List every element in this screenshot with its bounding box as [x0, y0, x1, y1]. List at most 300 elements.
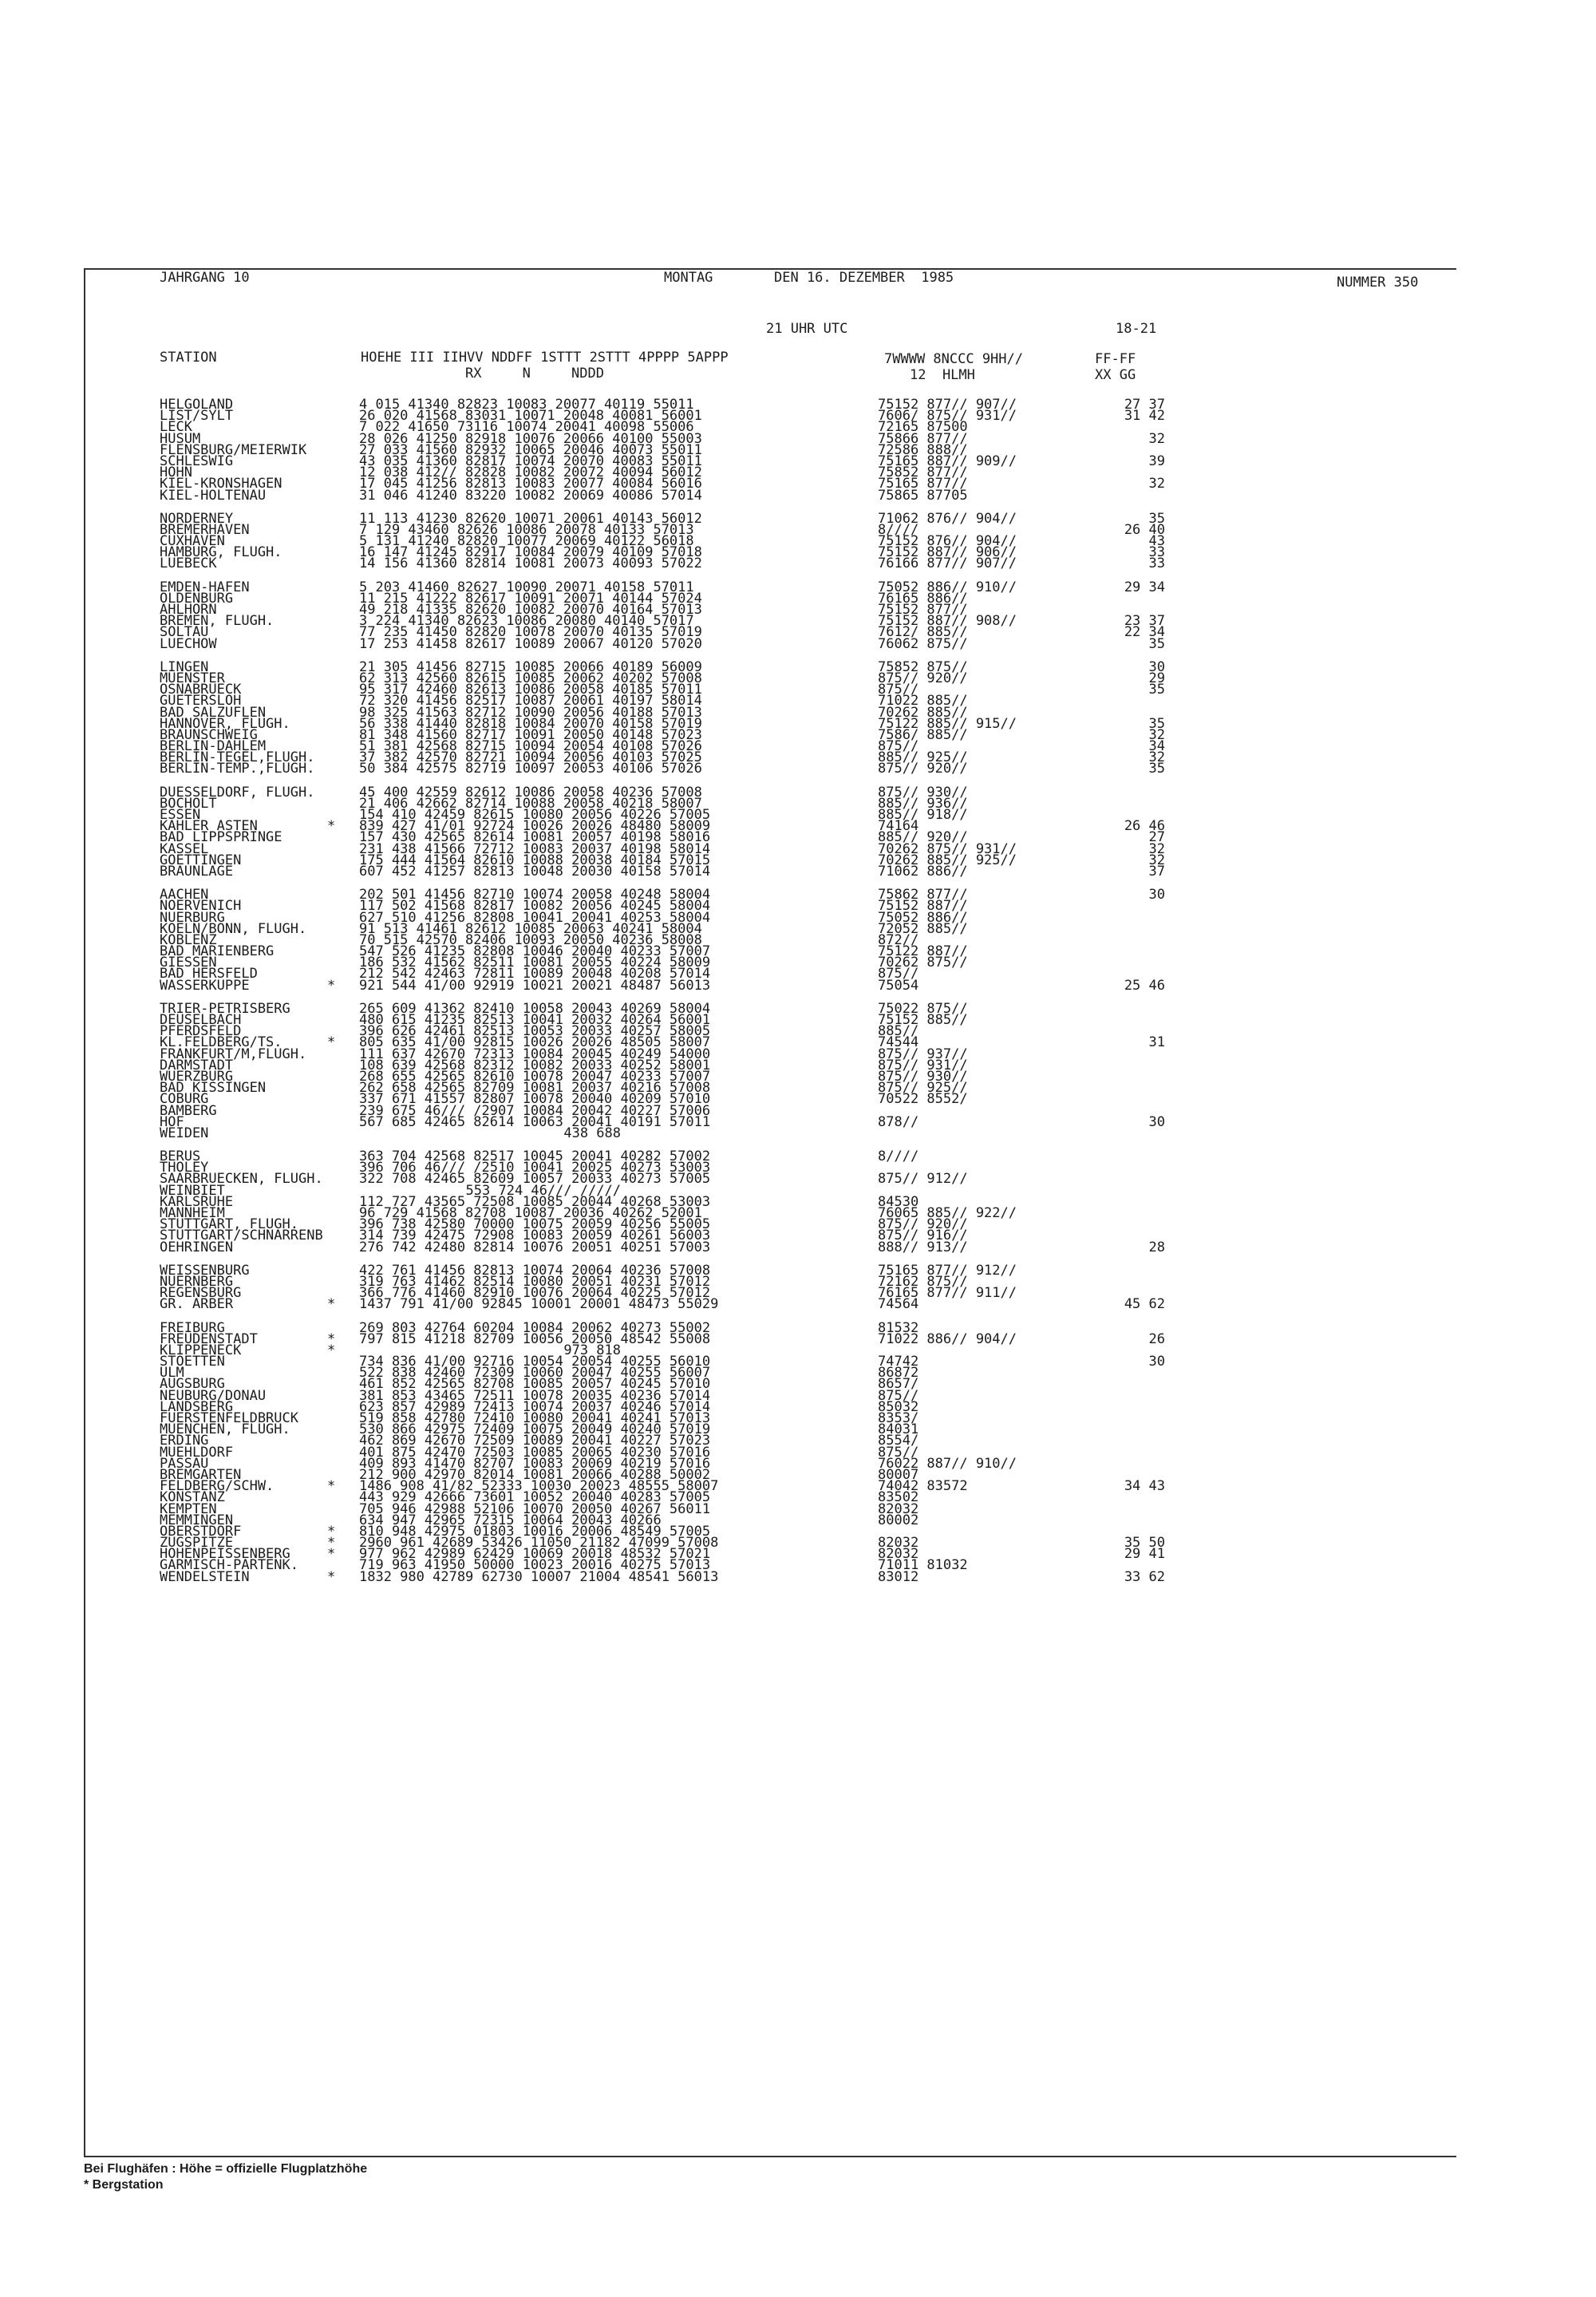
station-name: OBERSTDORF [160, 1523, 242, 1540]
group12-data: 75052 886// [878, 909, 968, 926]
station-name: STOETTEN [160, 1354, 225, 1370]
group12-column-header: 7WWWW 8NCCC 9HH// [884, 351, 1023, 367]
station-name: KEMPTEN [160, 1500, 217, 1517]
station-name: HOF [160, 1113, 184, 1130]
group-spacer [160, 775, 1317, 787]
table-row [160, 430, 1317, 447]
ff-data: 43 [1148, 533, 1165, 550]
station-name: DUESSELDORF, FLUGH. [160, 784, 315, 801]
group12-data: 82032 [878, 1546, 919, 1563]
station-data: 212 900 42970 82014 10081 20066 40288 50002 [359, 1466, 711, 1483]
ff-data: 22 34 [1124, 624, 1165, 641]
station-data: 322 708 42465 82609 10057 20033 40273 57005 [359, 1171, 711, 1188]
station-data: 31 046 41240 83220 10082 20069 40086 57014 [359, 487, 702, 504]
group12-data: 75122 885// 915// [878, 715, 1017, 732]
group12-data: 7612/ 885// [878, 624, 968, 641]
station-data: 212 542 42463 72811 10089 20048 40208 57014 [359, 966, 711, 982]
table-row [160, 1433, 1317, 1449]
station-data: 27 033 41560 82932 10065 20046 40073 55011 [359, 441, 702, 458]
station-name: BAD HERSFELD [160, 966, 258, 982]
station-data: 607 452 41257 82813 10048 20030 40158 57014 [359, 863, 711, 880]
station-data: 154 410 42459 82615 10080 20056 40226 57005 [359, 807, 711, 823]
group12-data: 8//// [878, 1148, 919, 1165]
station-name: NUERNBERG [160, 1273, 234, 1290]
ff-data: 23 37 [1124, 613, 1165, 630]
table-row [160, 738, 1317, 755]
table-row [160, 1091, 1317, 1108]
station-name: KL.FELDBERG/TS. [160, 1034, 282, 1051]
table-row [160, 1500, 1317, 1517]
station-data: 4 015 41340 82823 10083 20077 40119 55011 [359, 397, 694, 413]
table-row [160, 887, 1317, 903]
station-name: GR. ARBER [160, 1296, 234, 1313]
station-name: MUENSTER [160, 670, 225, 686]
station-data: 1486 908 41/82 52333 10030 20023 48555 58007 [359, 1478, 719, 1495]
ff-data: 31 42 [1124, 408, 1165, 425]
table-row [160, 441, 1317, 458]
station-data: 401 875 42470 72503 10085 20065 40230 57016 [359, 1444, 711, 1461]
station-name: CUXHAVEN [160, 533, 225, 550]
station-name: BREMGARTEN [160, 1466, 242, 1483]
group12-data: 70262 885// [878, 704, 968, 721]
code-column-header: HOEHE III IIHVV NDDFF 1STTT 2STTT 4PPPP 5APPP [361, 350, 729, 366]
group12-data: 75052 886// 910// [878, 579, 1017, 595]
group12-data: 75152 877// [878, 602, 968, 618]
station-data: 108 639 42568 82312 10082 20033 40252 58001 [359, 1057, 711, 1073]
ff-data: 34 [1148, 738, 1165, 755]
table-row [160, 829, 1317, 846]
ff-data: 30 [1148, 887, 1165, 903]
group-spacer [160, 1139, 1317, 1151]
table-row [160, 453, 1317, 469]
station-name: ULM [160, 1365, 184, 1382]
station-name: WASSERKUPPE [160, 977, 250, 994]
group12-data: 75165 877// 912// [878, 1262, 1017, 1279]
station-name: LANDSBERG [160, 1398, 234, 1415]
table-row [160, 1193, 1317, 1210]
table-row [160, 1171, 1317, 1188]
mountain-marker: * [327, 1568, 336, 1585]
station-name: FLENSBURG/MEIERWIK [160, 441, 307, 458]
group12-data: 86872 [878, 1365, 919, 1382]
station-data: 37 382 42570 82721 10094 20056 40103 57025 [359, 749, 702, 766]
station-data: 337 671 41557 82807 10078 20040 40209 57010 [359, 1091, 711, 1108]
group12-data: 74544 [878, 1034, 919, 1051]
table-row [160, 1068, 1317, 1085]
table-row [160, 898, 1317, 915]
table-row [160, 1046, 1317, 1062]
group12-data: 878// [878, 1113, 919, 1130]
table-row [160, 693, 1317, 710]
ff-data: 32 [1148, 840, 1165, 857]
group12-data: 875// [878, 966, 919, 982]
mountain-marker: * [327, 1034, 336, 1051]
station-data: 56 338 41440 82818 10084 20070 40158 57019 [359, 715, 702, 732]
station-name: HOHN [160, 465, 192, 481]
station-data: 1437 791 41/00 92845 10001 20001 48473 55029 [359, 1296, 719, 1313]
group12-data: 76065 885// 922// [878, 1205, 1017, 1221]
station-name: REGENSBURG [160, 1285, 242, 1302]
station-name: LIST/SYLT [160, 408, 234, 425]
station-name: KLIPPENECK [160, 1342, 242, 1358]
station-name: GOETTINGEN [160, 852, 242, 868]
station-data: 17 253 41458 82617 10089 20067 40120 57020 [359, 635, 702, 652]
group12-data: 7606/ 875// 931// [878, 408, 1017, 425]
mountain-marker: * [327, 1330, 336, 1347]
station-data: 17 045 41256 82813 10083 20077 40084 56016 [359, 476, 702, 492]
mountain-marker: * [327, 1546, 336, 1563]
station-data: 202 501 41456 82710 10074 20058 40248 58004 [359, 887, 711, 903]
table-row [160, 1113, 1317, 1130]
mountain-marker: * [327, 1296, 336, 1313]
table-row [160, 1102, 1317, 1119]
station-data: 805 635 41/00 92815 10026 20026 48505 58007 [359, 1034, 711, 1051]
period-label: 18-21 [1116, 321, 1157, 337]
table-row [160, 726, 1317, 743]
station-name: OEHRINGEN [160, 1239, 234, 1255]
station-name: KOBLENZ [160, 931, 217, 948]
group12-data: 74164 [878, 818, 919, 835]
station-data: 95 317 42460 82613 10086 20058 40185 57011 [359, 682, 702, 698]
station-data: 117 502 41568 82817 10082 20056 40245 58004 [359, 898, 711, 915]
station-name: FREUDENSTADT [160, 1330, 258, 1347]
ff-data: 33 [1148, 555, 1165, 572]
group12-data: 71022 885// [878, 693, 968, 710]
station-name: WENDELSTEIN [160, 1568, 250, 1585]
mountain-marker: * [327, 977, 336, 994]
station-data: 96 729 41568 82708 10087 20036 40262 52001 [359, 1205, 702, 1221]
station-data: 973 818 [563, 1342, 621, 1358]
ff-data: 25 46 [1124, 977, 1165, 994]
ff-data: 32 [1148, 476, 1165, 492]
group12-data: 83012 [878, 1568, 919, 1585]
group12-data: 872// [878, 931, 919, 948]
table-row [160, 1478, 1317, 1495]
station-name: MUEHLDORF [160, 1444, 234, 1461]
table-row [160, 1182, 1317, 1199]
group12-data: 885// [878, 1023, 919, 1040]
table-row [160, 1228, 1317, 1244]
group-spacer [160, 501, 1317, 513]
station-name: BRAUNSCHWEIG [160, 726, 258, 743]
group12-data: 875// 912// [878, 1171, 968, 1188]
table-row [160, 579, 1317, 595]
station-data: 49 218 41335 82620 10082 20070 40164 57013 [359, 602, 702, 618]
station-name: ZUGSPITZE [160, 1535, 234, 1552]
group12-data: 74742 [878, 1354, 919, 1370]
group12-data: 72162 875// [878, 1273, 968, 1290]
group12-data: 85032 [878, 1398, 919, 1415]
ff-data: 26 [1148, 1330, 1165, 1347]
group12-data: 72165 87500 [878, 419, 968, 436]
table-row [160, 1057, 1317, 1073]
table-row [160, 419, 1317, 436]
group-spacer [160, 650, 1317, 662]
station-name: FRANKFURT/M,FLUGH. [160, 1046, 307, 1062]
station-name: BERUS [160, 1148, 201, 1165]
table-row [160, 1489, 1317, 1506]
table-row [160, 1568, 1317, 1585]
station-data: 70 515 42570 82406 10093 20050 40236 58008 [359, 931, 702, 948]
station-name: AACHEN [160, 887, 209, 903]
group12-data: 72052 885// [878, 920, 968, 937]
group12-data: 75865 87705 [878, 487, 968, 504]
mountain-marker: * [327, 818, 336, 835]
station-data: 522 838 42460 72309 10060 20047 40255 56007 [359, 1365, 711, 1382]
table-row [160, 761, 1317, 777]
station-data: 314 739 42475 72908 10083 20059 40261 56003 [359, 1228, 711, 1244]
station-name: ERDING [160, 1433, 209, 1449]
group12-data: 875// [878, 738, 919, 755]
table-row [160, 408, 1317, 425]
ff-data: 32 [1148, 852, 1165, 868]
group12-data: 875// [878, 1387, 919, 1404]
station-data: 3 224 41340 82623 10086 20080 40140 57017 [359, 613, 694, 630]
station-name: BREMERHAVEN [160, 521, 250, 538]
station-data: 175 444 41564 82610 10088 20038 40184 57015 [359, 852, 711, 868]
station-name: BREMEN, FLUGH. [160, 613, 275, 630]
station-data: 62 313 42560 82615 10085 20062 40202 57008 [359, 670, 702, 686]
group12-data: 75165 877// [878, 476, 968, 492]
station-name: HELGOLAND [160, 397, 234, 413]
station-name: DARMSTADT [160, 1057, 234, 1073]
station-data: 269 803 42764 60204 10084 20062 40273 55002 [359, 1319, 711, 1336]
table-row [160, 1205, 1317, 1221]
table-row [160, 1296, 1317, 1313]
station-name: KONSTANZ [160, 1489, 225, 1506]
station-data: 5 203 41460 82627 10090 20071 40158 57011 [359, 579, 694, 595]
group12-data: 75866 877// [878, 430, 968, 447]
group12-data: 75852 875// [878, 658, 968, 675]
group12-data: 875// 930// [878, 1068, 968, 1085]
table-row [160, 1000, 1317, 1017]
station-data: 921 544 41/00 92919 10021 20021 48487 56013 [359, 977, 711, 994]
table-row [160, 1354, 1317, 1370]
station-name: FREIBURG [160, 1319, 225, 1336]
ff-data: 32 [1148, 749, 1165, 766]
station-data: 7 129 43460 82626 10086 20078 40133 57013 [359, 521, 694, 538]
group12-data: 70262 875// [878, 955, 968, 971]
group12-column-subheader: 12 HLMH [910, 367, 975, 383]
ff-data: 26 40 [1124, 521, 1165, 538]
station-name: FELDBERG/SCHW. [160, 1478, 275, 1495]
group12-data: 75122 887// [878, 943, 968, 960]
group12-data: 74042 83572 [878, 1478, 968, 1495]
group12-data: 76165 877// 911// [878, 1285, 1017, 1302]
station-name: OLDENBURG [160, 590, 234, 607]
station-name: GARMISCH-PARTENK. [160, 1557, 298, 1574]
ff-data: 35 [1148, 761, 1165, 777]
group12-data: 875// [878, 682, 919, 698]
station-name: LINGEN [160, 658, 209, 675]
group12-data: 888// 913// [878, 1239, 968, 1255]
table-row [160, 624, 1317, 641]
group12-data: 76165 886// [878, 590, 968, 607]
station-data: 462 869 42670 72509 10089 20041 40227 57023 [359, 1433, 711, 1449]
station-data: 1832 980 42789 62730 10007 21004 48541 56013 [359, 1568, 719, 1585]
station-data: 2960 961 42689 53426 11050 21182 47099 57008 [359, 1535, 719, 1552]
station-data: 634 947 42965 72315 10064 20043 40266 [359, 1512, 662, 1528]
ff-data: 31 [1148, 1034, 1165, 1051]
station-data: 268 655 42565 82610 10078 20047 40233 57007 [359, 1068, 711, 1085]
station-name: LUEBECK [160, 555, 217, 572]
station-name: SCHLESWIG [160, 453, 234, 469]
station-name: WEIDEN [160, 1125, 209, 1141]
table-row [160, 1410, 1317, 1426]
group12-data: 82032 [878, 1535, 919, 1552]
station-data: 262 658 42565 82709 10081 20037 40216 57008 [359, 1080, 711, 1097]
table-row [160, 1125, 1317, 1141]
station-data: 396 738 42580 70000 10075 20059 40256 55005 [359, 1216, 711, 1233]
footnote-mountain: * Bergstation [84, 2178, 164, 2192]
table-row [160, 1273, 1317, 1290]
station-data: 396 626 42461 82513 10053 20033 40257 58005 [359, 1023, 711, 1040]
table-row [160, 920, 1317, 937]
table-row [160, 1014, 1317, 1026]
station-data: 265 609 41362 82410 10058 20043 40269 58004 [359, 1000, 711, 1017]
station-name: BRAUNLAGE [160, 863, 234, 880]
station-name: PASSAU [160, 1455, 209, 1472]
ff-data: 35 [1148, 715, 1165, 732]
station-name: KASSEL [160, 840, 209, 857]
station-name: LUECHOW [160, 635, 217, 652]
station-data: 396 706 46/// /2510 10041 20025 40273 53003 [359, 1160, 711, 1176]
station-data: 553 724 46/// ///// [465, 1182, 621, 1199]
group12-data: 71062 886// [878, 863, 968, 880]
station-name: HUSUM [160, 430, 201, 447]
station-data: 21 305 41456 82715 10085 20066 40189 56009 [359, 658, 702, 675]
table-row [160, 1160, 1317, 1176]
station-name: GUETERSLOH [160, 693, 242, 710]
ff-data: 28 [1148, 1239, 1165, 1255]
station-data: 16 147 41245 82917 10084 20079 40109 57018 [359, 544, 702, 561]
table-row [160, 1421, 1317, 1438]
station-name: BERLIN-TEMP.,FLUGH. [160, 761, 315, 777]
station-data: 231 438 41566 72712 10083 20037 40198 58014 [359, 840, 711, 857]
table-row [160, 1376, 1317, 1393]
group12-data: 70262 875// 931// [878, 840, 1017, 857]
group12-data: 71062 876// 904// [878, 510, 1017, 527]
ff-data: 30 [1148, 658, 1165, 675]
table-row [160, 955, 1317, 971]
station-data: 98 325 41563 82712 10090 20056 40188 57013 [359, 704, 702, 721]
station-name: BAMBERG [160, 1102, 217, 1119]
ff-data: 35 [1148, 510, 1165, 527]
group12-data: 70522 8552/ [878, 1091, 968, 1108]
group12-data: 75054 [878, 977, 919, 994]
table-row [160, 658, 1317, 675]
station-name: HANNOVER, FLUGH. [160, 715, 290, 732]
mountain-marker: * [327, 1342, 336, 1358]
weekday: MONTAG [664, 270, 713, 286]
table-row [160, 476, 1317, 492]
station-name: KOELN/BONN, FLUGH. [160, 920, 307, 937]
group12-data: 80002 [878, 1512, 919, 1528]
group12-data: 70262 885// 925// [878, 852, 1017, 868]
ff-data: 35 50 [1124, 1535, 1165, 1552]
ff-data: 39 [1148, 453, 1165, 469]
group12-data: 875// [878, 1444, 919, 1461]
station-data: 112 727 43565 72508 10085 20044 40268 53003 [359, 1193, 711, 1210]
station-data: 26 020 41568 83031 10071 20048 40081 56001 [359, 408, 702, 425]
group12-data: 875// 920// [878, 1216, 968, 1233]
station-name: HAMBURG, FLUGH. [160, 544, 282, 561]
table-row [160, 1342, 1317, 1358]
group12-data: 75152 887// 906// [878, 544, 1017, 561]
group12-data: 72586 888// [878, 441, 968, 458]
group12-data: 75152 876// 904// [878, 533, 1017, 550]
mountain-marker: * [327, 1478, 336, 1495]
ff-data: 29 41 [1124, 1546, 1165, 1563]
table-row [160, 1444, 1317, 1461]
group12-data: 76166 877// 907// [878, 555, 1017, 572]
station-name: BAD MARIENBERG [160, 943, 275, 960]
station-data: 547 526 41235 82808 10046 20040 40233 57007 [359, 943, 711, 960]
station-name: DEUSELBACH [160, 1012, 242, 1028]
station-data: 366 776 41460 82910 10076 20064 40225 57012 [359, 1285, 711, 1302]
group12-data: 885// 936// [878, 795, 968, 812]
station-name: COBURG [160, 1091, 209, 1108]
table-row [160, 544, 1317, 561]
ff-column-header: FF-FF [1095, 351, 1136, 367]
table-row [160, 749, 1317, 766]
table-row [160, 704, 1317, 721]
table-row [160, 682, 1317, 698]
table-row [160, 1455, 1317, 1472]
table-row [160, 590, 1317, 607]
station-name: NOERVENICH [160, 898, 242, 915]
table-row [160, 1034, 1317, 1051]
station-data: 276 742 42480 82814 10076 20051 40251 57003 [359, 1239, 711, 1255]
station-data: 381 853 43465 72511 10078 20035 40236 57014 [359, 1387, 711, 1404]
station-name: EMDEN-HAFEN [160, 579, 250, 595]
table-row [160, 795, 1317, 812]
station-data: 797 815 41218 82709 10056 20050 48542 55008 [359, 1330, 711, 1347]
group12-data: 875// 931// [878, 1057, 968, 1073]
ff-data: 37 [1148, 863, 1165, 880]
jahrgang: JAHRGANG 10 [160, 270, 250, 286]
group12-data: 83502 [878, 1489, 919, 1506]
table-row [160, 487, 1317, 504]
station-name: STUTTGART/SCHNARRENB [160, 1228, 323, 1244]
station-name: OSNABRUECK [160, 682, 242, 698]
group12-data: 875// 916// [878, 1228, 968, 1244]
station-data: 186 532 41562 82511 10081 20055 40224 58009 [359, 955, 711, 971]
station-name: TRIER-PETRISBERG [160, 1000, 290, 1017]
station-name: HOHENPEISSENBERG [160, 1546, 290, 1563]
station-data: 839 427 41/01 92724 10026 20026 48480 58009 [359, 818, 711, 835]
table-row [160, 840, 1317, 857]
station-data: 623 857 42989 72413 10074 20037 40246 57014 [359, 1398, 711, 1415]
station-data: 719 963 41950 50000 10023 20016 40275 57013 [359, 1557, 711, 1574]
ff-data: 32 [1148, 430, 1165, 447]
station-data: 480 615 41235 82513 10041 20032 40264 56001 [359, 1012, 711, 1028]
ff-data: 27 [1148, 829, 1165, 846]
table-row [160, 1148, 1317, 1165]
table-row [160, 635, 1317, 652]
table-row [160, 943, 1317, 960]
ff-data: 29 34 [1124, 579, 1165, 595]
station-data: 91 513 41461 82612 10085 20063 40241 58004 [359, 920, 702, 937]
station-table [160, 399, 1317, 1583]
table-row [160, 931, 1317, 948]
ff-data: 33 [1148, 544, 1165, 561]
table-row [160, 1398, 1317, 1415]
ff-data: 27 37 [1124, 397, 1165, 413]
group12-data: 885// 920// [878, 829, 968, 846]
group12-data: 80007 [878, 1466, 919, 1483]
station-data: 734 836 41/00 92716 10054 20054 40255 56010 [359, 1354, 711, 1370]
